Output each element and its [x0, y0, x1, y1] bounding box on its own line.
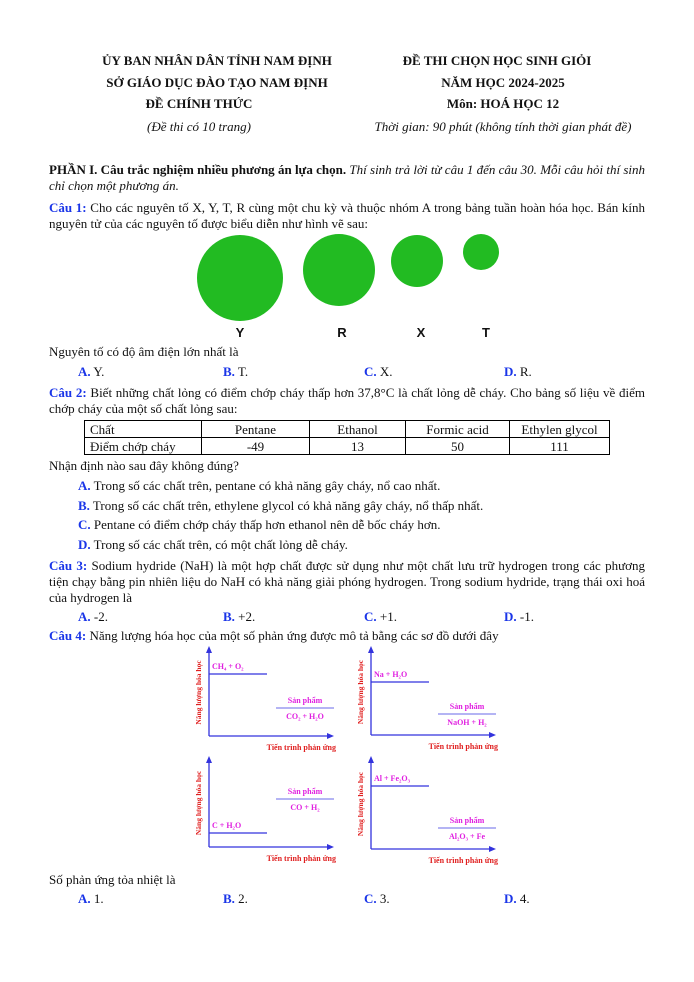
atom-label: X: [416, 325, 426, 340]
option-b[interactable]: B. Trong số các chất trên, ethylene glycol có khả năng gây cháy, nổ thấp nhất.: [78, 498, 484, 513]
arrow-right-icon: [489, 732, 496, 738]
y-axis-label: Năng lượng hóa học: [356, 771, 365, 837]
question-label: Câu 1:: [49, 200, 87, 215]
part-heading: [49, 162, 645, 194]
question-2: [49, 385, 645, 417]
atom-label: Y: [235, 325, 245, 340]
table-header: Formic acid: [406, 421, 510, 438]
atom-circle-x: [391, 235, 443, 287]
arrow-right-icon: [327, 844, 334, 850]
arrow-right-icon: [327, 733, 334, 739]
table-cell: -49: [202, 438, 310, 455]
option-b[interactable]: B. T.: [223, 364, 249, 379]
option-a[interactable]: A. Y.: [78, 364, 105, 379]
energy-diagrams: [195, 645, 505, 867]
reactant-label: Na + H₂O: [374, 670, 408, 679]
product-formula: CO₂ + H₂O: [286, 712, 324, 721]
table-cell: Điểm chớp cháy: [85, 438, 202, 455]
question-label: Câu 2:: [49, 385, 87, 400]
product-heading: Sản phẩm: [287, 696, 323, 705]
arrow-up-icon: [368, 646, 374, 653]
option-c[interactable]: C. X.: [364, 364, 393, 379]
part-title: PHẦN I. Câu trắc nghiệm nhiều phương án lựa chọn.: [49, 162, 347, 177]
option-a[interactable]: A. Trong số các chất trên, pentane có khả năng gây cháy, nổ cao nhất.: [78, 478, 441, 493]
atom-label: R: [337, 325, 347, 340]
table-header-row: [85, 421, 610, 438]
product-heading: Sản phẩm: [449, 702, 485, 711]
option-d[interactable]: D. Trong số các chất trên, có một chất lỏng dễ cháy.: [78, 537, 348, 552]
exam-title: ĐỀ THI CHỌN HỌC SINH GIỎI: [402, 53, 592, 68]
atom-circle-y: [197, 235, 283, 321]
question-text: Cho các nguyên tố X, Y, T, R cùng một chu kỳ và thuộc nhóm A trong bảng tuần hoàn hóa học. Bán kính nguyên tử của các nguyên tố được biểu diễn như hình vẽ sau:: [49, 200, 645, 231]
atom-circle-t: [463, 234, 499, 270]
table-row: [85, 438, 610, 455]
arrow-up-icon: [368, 756, 374, 763]
arrow-right-icon: [489, 846, 496, 852]
arrow-up-icon: [206, 646, 212, 653]
x-axis-label: Tiến trình phản ứng: [266, 743, 336, 752]
part-instruction: Thí sinh trả lời từ câu 1 đến câu 30. Mỗi câu hỏi thí sinh chỉ chọn một phương án.: [49, 162, 646, 193]
question-prompt: Nguyên tố có độ âm điện lớn nhất là: [49, 344, 239, 359]
option-b[interactable]: B. +2.: [223, 609, 256, 624]
product-heading: Sản phẩm: [449, 816, 485, 825]
question-text: Năng lượng hóa học của một số phản ứng được mô tả bằng các sơ đồ dưới đây: [86, 628, 499, 643]
subject: Môn: HOÁ HỌC 12: [446, 96, 560, 111]
option-a[interactable]: A. -2.: [78, 609, 108, 624]
x-axis-label: Tiến trình phản ứng: [266, 854, 336, 863]
y-axis-label: Năng lượng hóa học: [194, 660, 203, 725]
table-cell: 111: [510, 438, 610, 455]
product-heading: Sản phẩm: [287, 787, 323, 796]
x-axis-label: Tiến trình phản ứng: [428, 856, 498, 865]
table-header: Pentane: [202, 421, 310, 438]
flash-point-table: [84, 420, 610, 455]
header-department: SỞ GIÁO DỤC ĐÀO TẠO NAM ĐỊNH: [106, 75, 328, 90]
question-label: Câu 3:: [49, 558, 88, 573]
option-d[interactable]: D. -1.: [504, 609, 534, 624]
question-label: Câu 4:: [49, 628, 87, 643]
y-axis-label: Năng lượng hóa học: [356, 659, 365, 725]
header-authority: ỦY BAN NHÂN DÂN TỈNH NAM ĐỊNH: [102, 53, 332, 68]
option-c[interactable]: C. +1.: [364, 609, 397, 624]
table-cell: 50: [406, 438, 510, 455]
option-a[interactable]: A. 1.: [78, 891, 104, 906]
header-official: ĐỀ CHÍNH THỨC: [145, 96, 253, 111]
reactant-label: CH₄ + O₂: [212, 662, 244, 671]
atom-label: T: [482, 325, 490, 340]
question-text: Biết những chất lỏng có điểm chớp cháy thấp hơn 37,8°C là chất lỏng dễ cháy. Cho bảng số liệu về điểm chớp cháy của một số chất lỏng sau:: [49, 385, 645, 416]
product-formula: CO + H₂: [290, 803, 320, 812]
question-prompt: Nhận định nào sau đây không đúng?: [49, 458, 239, 473]
option-d[interactable]: D. 4.: [504, 891, 530, 906]
reactant-label: Al + Fe₂O₃: [374, 774, 411, 783]
header-pages: (Đề thi có 10 trang): [147, 119, 251, 134]
table-cell: 13: [310, 438, 406, 455]
arrow-up-icon: [206, 756, 212, 763]
y-axis-label: Năng lượng hóa học: [194, 770, 203, 836]
product-formula: Al₂O₃ + Fe: [448, 832, 486, 841]
table-header: Ethanol: [310, 421, 406, 438]
product-formula: NaOH + H₂: [447, 718, 487, 727]
question-4: [49, 628, 645, 644]
table-header: Ethylen glycol: [510, 421, 610, 438]
x-axis-label: Tiến trình phản ứng: [428, 742, 498, 751]
question-text: Sodium hydride (NaH) là một hợp chất được sử dụng như một chất lưu trữ hydrogen trong các phương tiện chạy bằng pin nhiên liệu do NaH có khả năng giải phóng hydrogen. Trong sodium hydride, trạng thái oxi hoá của hydrogen là: [49, 558, 645, 605]
option-c[interactable]: C. Pentane có điểm chớp cháy thấp hơn ethanol nên dễ bốc cháy hơn.: [78, 517, 441, 532]
duration: Thời gian: 90 phút (không tính thời gian phát đề): [374, 119, 632, 134]
table-header: Chất: [85, 421, 202, 438]
question-prompt: Số phản ứng tỏa nhiệt là: [49, 872, 176, 887]
atom-circle-r: [303, 234, 375, 306]
reactant-label: C + H₂O: [212, 821, 242, 830]
option-b[interactable]: B. 2.: [223, 891, 248, 906]
school-year: NĂM HỌC 2024-2025: [441, 75, 565, 90]
option-d[interactable]: D. R.: [504, 364, 532, 379]
question-3: [49, 558, 645, 606]
option-c[interactable]: C. 3.: [364, 891, 390, 906]
